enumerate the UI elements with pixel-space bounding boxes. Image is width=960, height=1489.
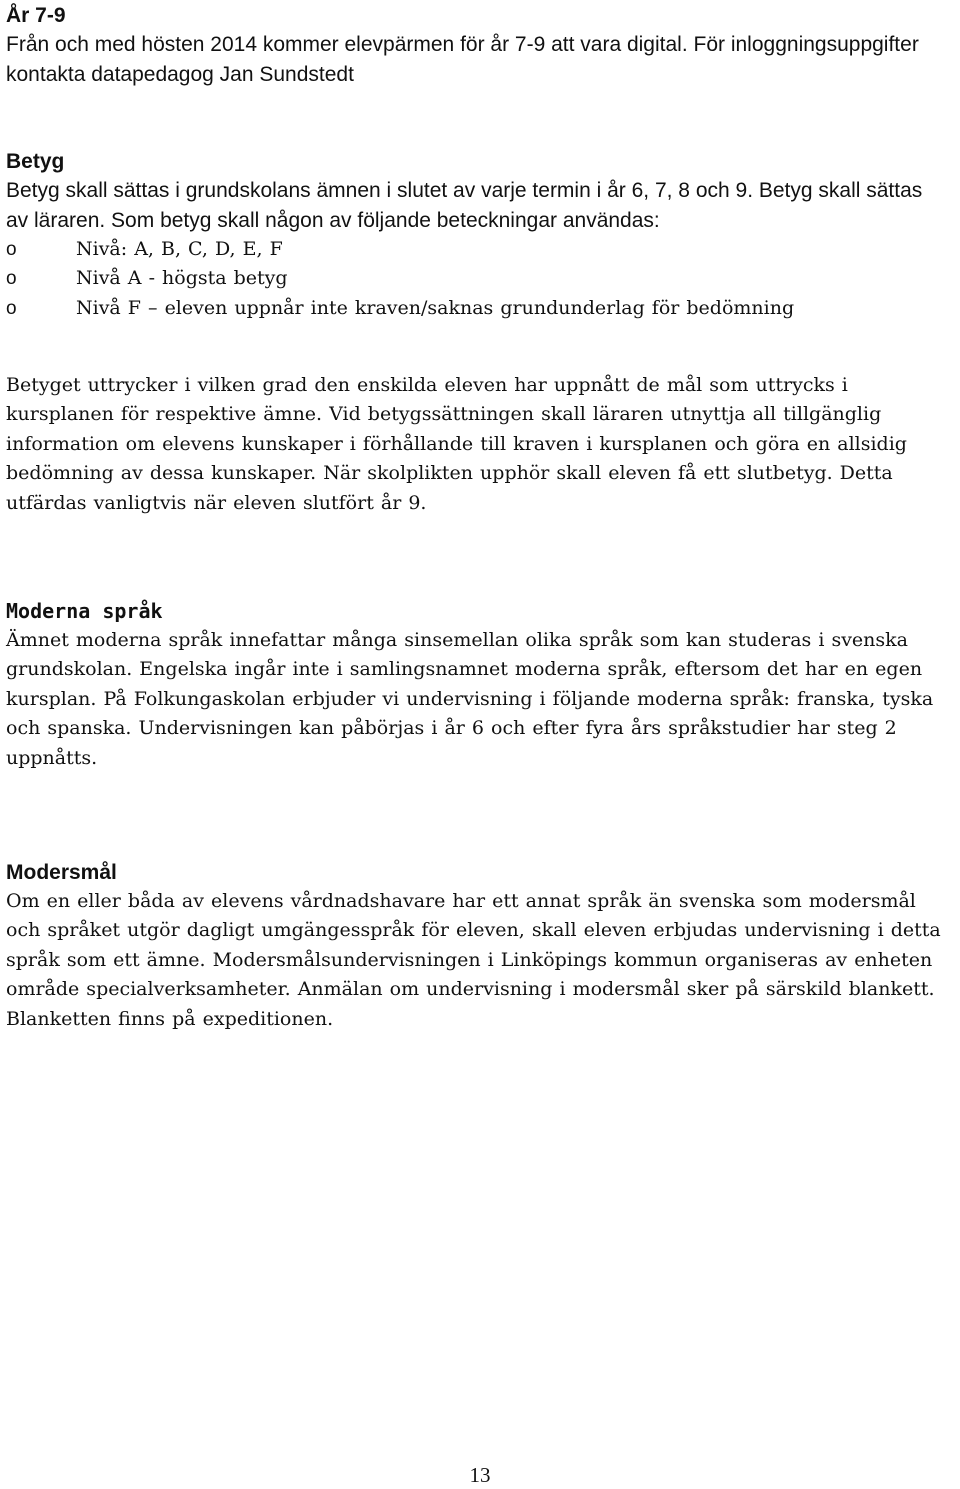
page-number: 13 bbox=[469, 1463, 491, 1487]
bullet-marker: o bbox=[6, 239, 17, 260]
heading-ar-7-9: År 7-9 bbox=[6, 4, 66, 27]
section-moderna-sprak bbox=[6, 597, 950, 773]
section-betyg bbox=[6, 147, 950, 323]
heading-betyg: Betyg bbox=[6, 150, 65, 173]
betyg-intro: Betyg skall sättas i grundskolans ämnen i slutet av varje termin i år 6, 7, 8 och 9. Betyg skall sättas av läraren. Som betyg skall någon av följande beteckningar användas: bbox=[6, 179, 923, 232]
bullet-text: Nivå A - högsta betyg bbox=[76, 267, 288, 290]
section-ar-7-9 bbox=[6, 1, 950, 89]
bullet-marker: o bbox=[6, 268, 17, 290]
modersmal-text: Om en eller båda av elevens vårdnadshavare har ett annat språk än svenska som modersmål och språket utgör dagligt umgängesspråk för eleven, skall eleven erbjudas undervisning i detta språk som ett ämne. Modersmålsundervisningen i Linköpings kommun organiseras av enheten område specialverksamheter. Anmälan om undervisning i modersmål sker på särskild blankett. Blanketten finns på expeditionen. bbox=[6, 890, 941, 1030]
list-item bbox=[6, 235, 950, 264]
heading-moderna-sprak: Moderna språk bbox=[6, 599, 163, 623]
section-betyg-paragraph bbox=[6, 371, 950, 518]
bullet-text: Nivå: A, B, C, D, E, F bbox=[76, 238, 283, 260]
moderna-sprak-text: Ämnet moderna språk innefattar många sinsemellan olika språk som kan studeras i svenska grundskolan. Engelska ingår inte i samlingsnamnet moderna språk, eftersom det har en egen kursplan. På Folkungaskolan erbjuder vi undervisning i följande moderna språk: franska, tyska och spanska. Undervisningen kan påbörjas i år 6 och efter fyra års språkstudier har steg 2 uppnåtts. bbox=[6, 629, 934, 769]
heading-modersmal: Modersmål bbox=[6, 861, 117, 884]
betyg-paragraph: Betyget uttrycker i vilken grad den enskilda eleven har uppnått de mål som uttrycks i kursplanen för respektive ämne. Vid betygssättningen skall läraren utnyttja all tillgänglig information om elevens kunskaper i förhållande till kraven i kursplanen och göra en allsidig bedömning av dessa kunskaper. När skolplikten upphör skall eleven få ett slutbetyg. Detta utfärdas vanligtvis när eleven slutfört år 9. bbox=[6, 374, 907, 514]
list-item bbox=[6, 294, 950, 323]
betyg-bullet-list bbox=[6, 235, 950, 323]
ar-7-9-text: Från och med hösten 2014 kommer elevpärmen för år 7-9 att vara digital. För inloggningsuppgifter kontakta datapedagog Jan Sundstedt bbox=[6, 33, 919, 86]
bullet-marker: o bbox=[6, 297, 17, 319]
section-modersmal bbox=[6, 858, 950, 1034]
bullet-text: Nivå F – eleven uppnår inte kraven/saknas grundunderlag för bedömning bbox=[76, 296, 795, 319]
list-item bbox=[6, 264, 950, 293]
